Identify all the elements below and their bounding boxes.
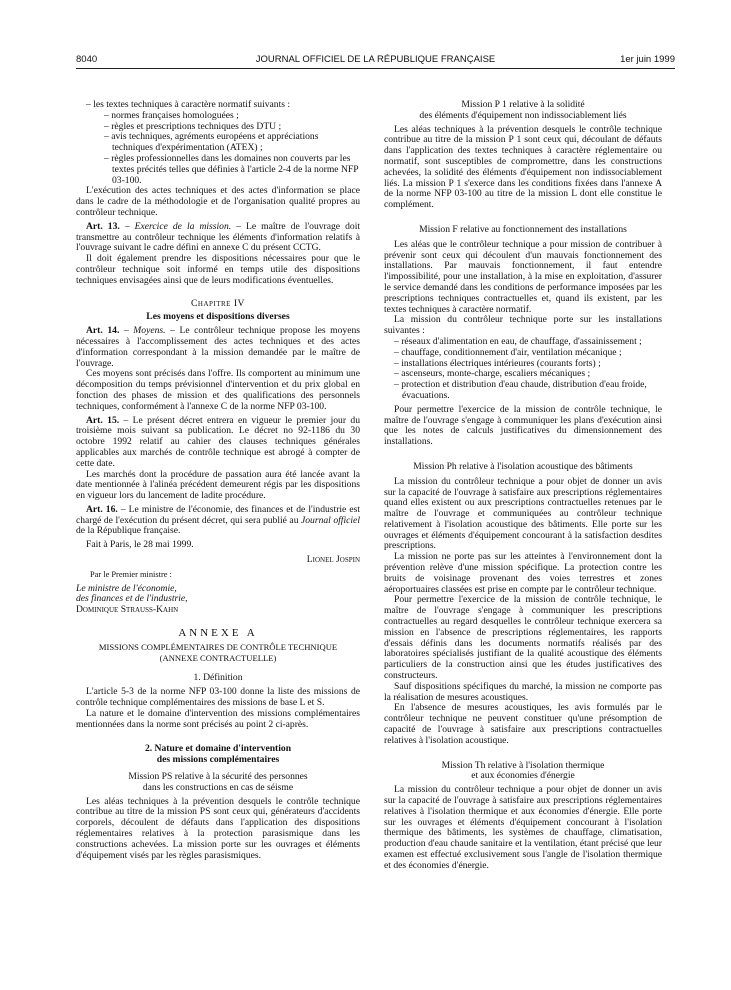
list-item: – protection et distribution d'eau chaude, distribution d'eau froide, évacuations. [394, 379, 647, 401]
paragraph: La mission ne porte pas sur les atteintes à l'environnement dont la prévention relève d'une mission spécifique. La protection contre les bruits de voisinage provenant des voies terrestres et zones aéroportuaires classées est prise en compte par le contrôleur technique. [384, 551, 662, 595]
article-title: Exercice de la mission. [134, 220, 232, 232]
page-number: 8040 [76, 54, 98, 65]
minister-title: des finances et de l'industrie, [76, 593, 188, 605]
list-item: – avis techniques, agréments européens et appréciations techniques d'expérimentation (ATEX) ; [104, 131, 319, 154]
chapter-heading: Chapitre IV [191, 297, 245, 309]
paragraph: La mission du contrôleur technique a pour objet de donner un avis sur la capacité de l'ouvrage à satisfaire aux prescriptions réglementaires quand elles existent ou aux prescriptions contractuelles retenues par le maître de l'ouvrage et communiquées au contrôleur technique relativement à l'isolation acoustique des bâtiments. Elle porte sur les ouvrages et éléments d'équipement concourant à la satisfaction desdites prescriptions. [384, 475, 662, 552]
list-item: – installations électriques intérieures (courants forts) ; [394, 357, 601, 369]
signatory-name: Lionel Jospin [306, 554, 360, 566]
paragraph: L'exécution des actes techniques et des actes d'information se place dans le cadre de la méthodologie et de l'organisation qualité propres au contrôleur technique. [76, 185, 360, 218]
signing-place-date: Fait à Paris, le 28 mai 1999. [86, 539, 194, 551]
journal-reference: Journal officiel [301, 514, 360, 526]
article-text: – Le ministre de l'économie, des finances et de l'industrie est chargé de l'exécution du présent décret, qui sera publié au [76, 503, 360, 526]
mission-title: Mission Ph relative à l'isolation acoustique des bâtiments [413, 460, 633, 472]
list-item: – réseaux d'alimentation en eau, de chauffage, d'assainissement ; [394, 335, 642, 347]
list-item: – normes françaises homologuées ; [104, 109, 239, 121]
paragraph: La mission du contrôleur technique porte sur les installations suivantes : [384, 314, 662, 337]
list-item: – les textes techniques à caractère normatif suivants : [86, 99, 291, 110]
left-column [76, 100, 360, 861]
list-item: – chauffage, conditionnement d'air, ventilation mécanique ; [394, 346, 622, 358]
paragraph: En l'absence de mesures acoustiques, les avis formulés par le contrôleur technique ne peuvent constituer qu'une présomption de capacité de l'ouvrage à satisfaire aux prescriptions contractuelles relatives à l'isolation acoustique. [384, 702, 662, 746]
signatory-role: Par le Premier ministre : [90, 569, 172, 579]
mission-title: Mission Th relative à l'isolation thermique [441, 759, 605, 771]
paragraph: Sauf dispositions spécifiques du marché, la mission ne comporte pas la réalisation de mesures acoustiques. [384, 680, 662, 703]
section-heading: 1. Définition [193, 672, 243, 684]
minister-title: Le ministre de l'économie, [76, 582, 177, 594]
installations-list [384, 337, 662, 402]
paragraph: Les aléas techniques à la prévention desquels le contrôle technique contribue au titre de la mission PS sont ceux qui, générateurs d'accidents corporels, découlent de défauts dans l'application des dispositions réglementaires relatives à la protection parasismique dans les constructions achevées. La mission porte sur les ouvrages et éléments d'équipement visés par les règles parasismiques. [76, 795, 360, 861]
article-15 [76, 416, 360, 470]
annex-title: ANNEXE A [178, 627, 258, 640]
paragraph: Pour permettre l'exercice de la mission de contrôle technique, le maître de l'ouvrage s'engage à communiquer les plans d'exécution ainsi que les notes de calculs justificatives du dimensionnement des installations. [384, 403, 662, 448]
article-text: – Le présent décret entrera en vigueur le premier jour du troisième mois suivant sa publication. Le décret no 92-1186 du 30 octobre 1992 relatif au cahier des clauses techniques générales applicables aux marchés de contrôle technique est abrogé à compter de cette date. [76, 414, 361, 469]
paragraph: Les marchés dont la procédure de passation aura été lancée avant la date mentionnée à l'alinéa précédent demeurent régis par les dispositions en vigueur lors du lancement de ladite procédure. [76, 468, 360, 502]
article-text: de la République française. [76, 525, 181, 537]
publication-date: 1er juin 1999 [620, 54, 675, 65]
mission-title: dans les constructions en cas de séisme [142, 781, 294, 793]
paragraph: L'article 5-3 de la norme NFP 03-100 donne la liste des missions de contrôle technique complémentaires des missions de base L et S. [76, 686, 360, 709]
article-label: Art. 16. [86, 503, 118, 515]
normative-texts-list [76, 100, 360, 186]
annex-subtitle: MISSIONS COMPLÉMENTAIRES DE CONTRÔLE TECHNIQUE [98, 641, 338, 652]
article-text: – Le contrôleur technique propose les moyens nécessaires à l'accomplissement des actes techniques et des actes d'information correspondant à la mission demandée par le maître de l'ouvrage. [76, 325, 361, 369]
annex-subtitle: (ANNEXE CONTRACTUELLE) [159, 652, 277, 663]
chapter-title: Les moyens et dispositions diverses [146, 311, 290, 323]
mission-title: Mission PS relative à la sécurité des personnes [128, 771, 308, 783]
article-16 [76, 505, 360, 537]
paragraph: Les aléas techniques à la prévention desquels le contrôle technique contribue au titre de la mission P 1 sont ceux qui, découlant de défauts dans l'application des textes techniques à caractère réglementaire ou normatif, sont susceptibles de compromettre, dans les constructions achevées, la solidité des éléments d'équipement non indissociablement liés. La mission P 1 s'exerce dans les conditions fixées dans l'annexe A de la norme NFP 03-100 au titre de la mission L dont elle constitue le complément. [384, 123, 662, 211]
article-title: Moyens. [133, 325, 166, 337]
paragraph: La nature et le domaine d'intervention des missions complémentaires mentionnées dans la norme sont précisés au point 2 ci-après. [76, 707, 360, 730]
section-heading: des missions complémentaires [156, 754, 280, 766]
article-13: Art. 13. – Exercice de la mission. – Le maître de l'ouvrage doit transmettre au contrôleur technique les éléments d'information relatifs à l'ouvrage suivant le cadre défini en annexe C du présent CCTG. [76, 220, 361, 254]
article-label: Art. 14. [86, 325, 120, 337]
article-14: Art. 14. – Moyens. – Le contrôleur technique propose les moyens nécessaires à l'accomplissement des actes techniques et des actes d'information correspondant à la mission demandée par le maître de l'ouvrage. [76, 325, 361, 369]
right-column [384, 100, 662, 872]
paragraph: Ces moyens sont précisés dans l'offre. Ils comportent au minimum une décomposition du temps prévisionnel d'intervention et du prix global en fonction des phases de mission et des qualifications des personnels techniques, conformément à l'annexe C de la norme NFP 03-100. [76, 368, 360, 412]
header-rule [76, 68, 675, 69]
mission-title: Mission P 1 relative à la solidité [461, 99, 585, 110]
mission-title: des éléments d'équipement non indissociablement liés [419, 109, 627, 121]
page-header [76, 54, 675, 68]
minister-name: Dominique Strauss-Kahn [76, 604, 179, 616]
normative-sublist [86, 111, 360, 187]
journal-title: JOURNAL OFFICIEL DE LA RÉPUBLIQUE FRANÇAISE [255, 54, 496, 65]
article-label: Art. 15. [86, 414, 120, 426]
list-item: – ascenseurs, monte-charge, escaliers mécaniques ; [394, 368, 591, 380]
list-item: – règles et prescriptions techniques des DTU ; [104, 120, 282, 132]
list-item: – règles professionnelles dans les domaines non couverts par les textes précités telles que définies à l'article 2-4 de la norme NFP 03-100. [104, 152, 359, 186]
section-heading: 2. Nature et domaine d'intervention [144, 743, 292, 755]
paragraph: La mission du contrôleur technique a pour objet de donner un avis sur la capacité de l'ouvrage à satisfaire aux prescriptions réglementaires relatives à l'isolation thermique et aux économies d'énergie. Elle porte sur les ouvrages et éléments d'équipement concourant à l'isolation thermique des bâtiments, les systèmes de chauffage, climatisation, production d'eau chaude sanitaire et la ventilation, étant précisé que leur examen est effectué exclusivement sous l'angle de l'isolation thermique et des économies d'énergie. [384, 784, 662, 871]
article-label: Art. 13. [86, 220, 120, 232]
mission-title: Mission F relative au fonctionnement des installations [419, 223, 627, 235]
paragraph: Pour permettre l'exercice de la mission de contrôle technique, le maître de l'ouvrage s'engage à communiquer les prescriptions contractuelles au regard desquelles le contrôleur technique exercera sa mission en l'absence de prescriptions réglementaires, les rapports d'essais définis dans les documents normatifs réalisés par des laboratoires spécialisés justifiant de la qualité acoustique des éléments particuliers de la construction ainsi que les études justificatives des constructeurs. [384, 594, 662, 682]
paragraph: Il doit également prendre les dispositions nécessaires pour que le contrôleur technique soit informé en temps utile des dispositions techniques envisagées ainsi que de leurs modifications éventuelles. [76, 253, 360, 286]
mission-title: et aux économies d'énergie [471, 770, 575, 782]
paragraph: Les aléas que le contrôleur technique a pour mission de contribuer à prévenir sont ceux qui découlent d'un mauvais fonctionnement des installations. Par mauvais fonctionnement, il faut entendre l'impossibilité, pour une installation, à la mise en exploitation, d'assurer le service demandé dans les conditions de performance imposées par les prescriptions techniques contractuelles et, quand ils existent, par les textes techniques à caractère normatif. [384, 238, 662, 315]
article-text: – Le maître de l'ouvrage doit transmettre au contrôleur technique les éléments d'information relatifs à l'ouvrage suivant le cadre défini en annexe C du présent CCTG. [76, 220, 361, 254]
